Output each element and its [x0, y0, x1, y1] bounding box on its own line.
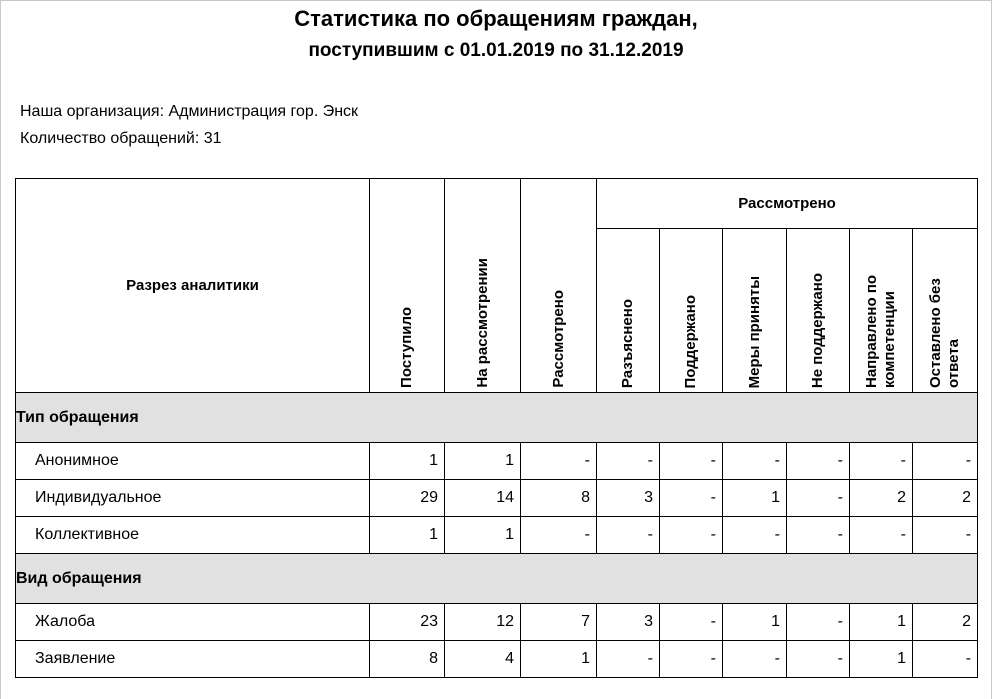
- row-label: Жалоба: [16, 604, 370, 641]
- cell-no-answer: 2: [913, 480, 978, 517]
- cell-received: 1: [370, 517, 445, 554]
- header-reviewed: Рассмотрено: [521, 179, 597, 393]
- row-label: Коллективное: [16, 517, 370, 554]
- organization-line: Наша организация: Администрация гор. Энск: [20, 103, 359, 120]
- cell-in-review: 1: [445, 443, 521, 480]
- cell-not-supported: -: [787, 641, 850, 678]
- header-explained: Разъяснено: [597, 229, 660, 393]
- cell-measures-taken: 1: [723, 604, 787, 641]
- cell-in-review: 1: [445, 517, 521, 554]
- cell-reviewed: 7: [521, 604, 597, 641]
- cell-explained: -: [597, 517, 660, 554]
- cell-in-review: 12: [445, 604, 521, 641]
- section-row: [16, 393, 978, 443]
- cell-measures-taken: -: [723, 641, 787, 678]
- table-row: [16, 604, 978, 641]
- cell-no-answer: -: [913, 517, 978, 554]
- cell-received: 8: [370, 641, 445, 678]
- cell-reviewed: 1: [521, 641, 597, 678]
- header-not-supported: Не поддержано: [787, 229, 850, 393]
- cell-received: 23: [370, 604, 445, 641]
- cell-explained: -: [597, 641, 660, 678]
- cell-reviewed: 8: [521, 480, 597, 517]
- cell-received: 1: [370, 443, 445, 480]
- section-title: Вид обращения: [16, 554, 978, 604]
- cell-measures-taken: -: [723, 443, 787, 480]
- row-label: Индивидуальное: [16, 480, 370, 517]
- header-forwarded: Направлено по компетенции: [850, 229, 913, 393]
- cell-supported: -: [660, 480, 723, 517]
- header-reviewed-group: Рассмотрено: [597, 179, 978, 229]
- cell-in-review: 14: [445, 480, 521, 517]
- header-in-review: На рассмотрении: [445, 179, 521, 393]
- cell-received: 29: [370, 480, 445, 517]
- cell-forwarded: 2: [850, 480, 913, 517]
- header-measures-taken: Меры приняты: [723, 229, 787, 393]
- cell-not-supported: -: [787, 480, 850, 517]
- cell-supported: -: [660, 517, 723, 554]
- row-label: Анонимное: [16, 443, 370, 480]
- cell-not-supported: -: [787, 604, 850, 641]
- cell-no-answer: -: [913, 443, 978, 480]
- section-row: [16, 554, 978, 604]
- cell-explained: 3: [597, 480, 660, 517]
- cell-supported: -: [660, 641, 723, 678]
- report-title: Статистика по обращениям граждан,: [294, 6, 698, 31]
- cell-measures-taken: 1: [723, 480, 787, 517]
- header-received: Поступило: [370, 179, 445, 393]
- cell-measures-taken: -: [723, 517, 787, 554]
- appeals-count-line: Количество обращений: 31: [20, 130, 222, 147]
- cell-not-supported: -: [787, 443, 850, 480]
- report-period: поступившим с 01.01.2019 по 31.12.2019: [308, 40, 684, 61]
- header-supported: Поддержано: [660, 229, 723, 393]
- table-row: [16, 480, 978, 517]
- cell-forwarded: 1: [850, 604, 913, 641]
- cell-reviewed: -: [521, 517, 597, 554]
- table-row: [16, 517, 978, 554]
- table-row: [16, 443, 978, 480]
- cell-explained: 3: [597, 604, 660, 641]
- cell-reviewed: -: [521, 443, 597, 480]
- cell-in-review: 4: [445, 641, 521, 678]
- statistics-table: [15, 178, 978, 678]
- cell-forwarded: 1: [850, 641, 913, 678]
- cell-explained: -: [597, 443, 660, 480]
- header-no-answer: Оставлено без ответа: [913, 229, 978, 393]
- section-title: Тип обращения: [16, 393, 978, 443]
- cell-supported: -: [660, 604, 723, 641]
- cell-forwarded: -: [850, 443, 913, 480]
- table-row: [16, 641, 978, 678]
- header-dimension: Разрез аналитики: [16, 179, 370, 393]
- cell-not-supported: -: [787, 517, 850, 554]
- cell-no-answer: 2: [913, 604, 978, 641]
- cell-forwarded: -: [850, 517, 913, 554]
- cell-no-answer: -: [913, 641, 978, 678]
- cell-supported: -: [660, 443, 723, 480]
- row-label: Заявление: [16, 641, 370, 678]
